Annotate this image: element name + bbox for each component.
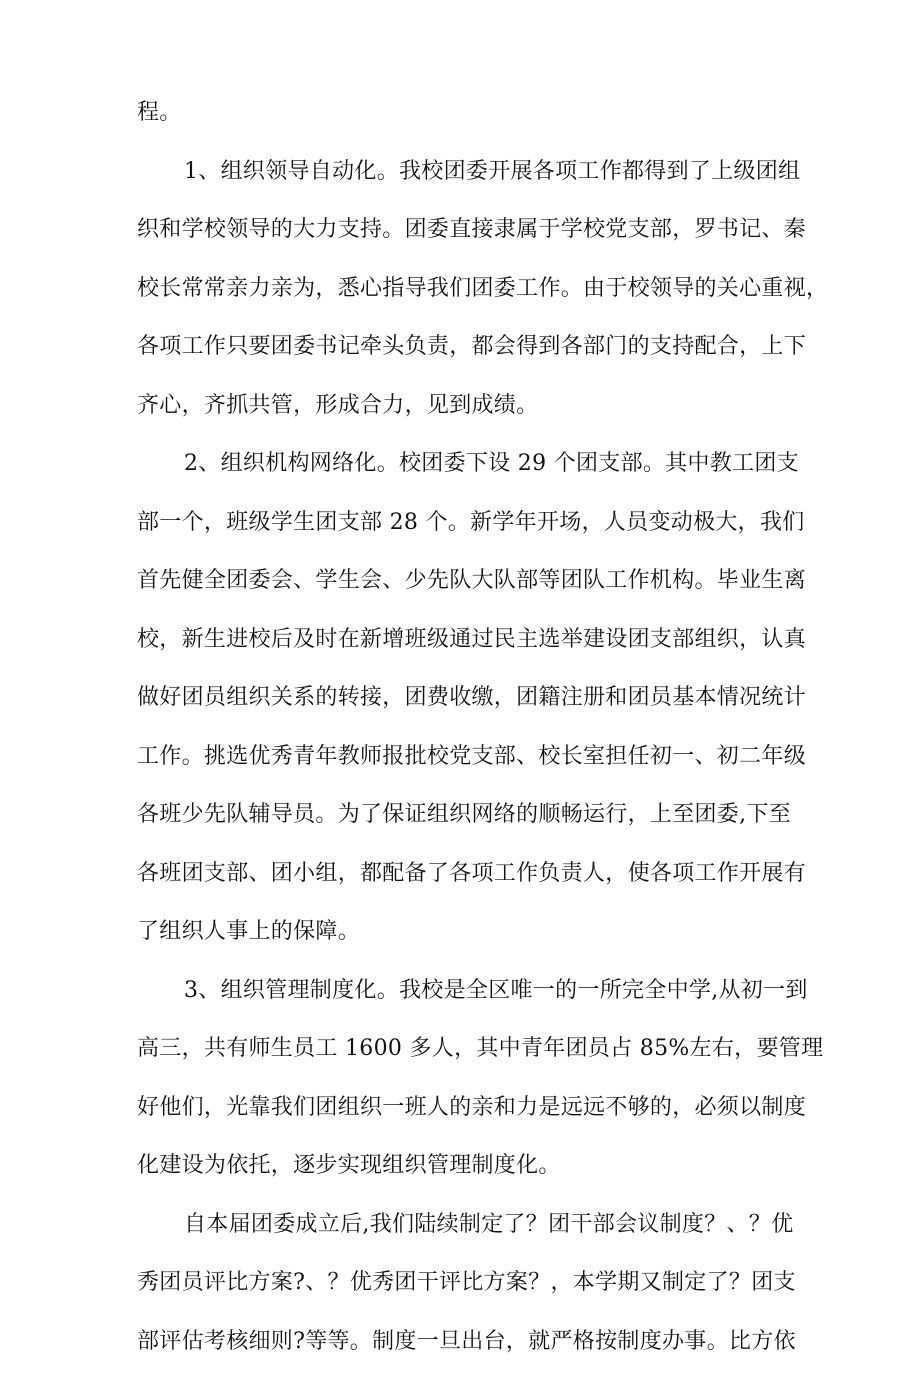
- text-line: 程。: [137, 94, 787, 153]
- text-line: 秀团员评比方案?、？优秀团干评比方案？，本学期又制定了？团支: [137, 1264, 787, 1323]
- text-line: 1、组织领导自动化。我校团委开展各项工作都得到了上级团组: [137, 153, 787, 212]
- text-line: 高三，共有师生员工 1600 多人，其中青年团员占 85%左右，要管理: [137, 1030, 787, 1089]
- paragraph-regulations: [137, 1206, 787, 1381]
- text-line: 做好团员组织关系的转接，团费收缴，团籍注册和团员基本情况统计: [137, 679, 787, 738]
- text-line: 部一个，班级学生团支部 28 个。新学年开场，人员变动极大，我们: [137, 504, 787, 563]
- document-body: [137, 94, 787, 1381]
- text-line: 各班团支部、团小组，都配备了各项工作负责人，使各项工作开展有: [137, 855, 787, 914]
- text-line: 校，新生进校后及时在新增班级通过民主选举建设团支部组织，认真: [137, 621, 787, 680]
- text-line: 2、组织机构网络化。校团委下设 29 个团支部。其中教工团支: [137, 445, 787, 504]
- paragraph-management-system: [137, 972, 787, 1206]
- text-line: 了组织人事上的保障。: [137, 913, 787, 972]
- text-line: 校长常常亲力亲为，悉心指导我们团委工作。由于校领导的关心重视，: [137, 270, 787, 329]
- text-line: 各项工作只要团委书记牵头负责，都会得到各部门的支持配合，上下: [137, 328, 787, 387]
- text-line: 各班少先队辅导员。为了保证组织网络的顺畅运行，上至团委,下至: [137, 796, 787, 855]
- text-line: 织和学校领导的大力支持。团委直接隶属于学校党支部，罗书记、秦: [137, 211, 787, 270]
- text-line: 工作。挑选优秀青年教师报批校党支部、校长室担任初一、初二年级: [137, 738, 787, 797]
- paragraph-structure-network: [137, 445, 787, 972]
- text-line: 首先健全团委会、学生会、少先队大队部等团队工作机构。毕业生离: [137, 562, 787, 621]
- paragraph-continuation: [137, 94, 787, 153]
- text-line: 部评估考核细则?等等。制度一旦出台，就严格按制度办事。比方依: [137, 1323, 787, 1381]
- text-line: 3、组织管理制度化。我校是全区唯一的一所完全中学,从初一到: [137, 972, 787, 1031]
- text-line: 齐心，齐抓共管，形成合力，见到成绩。: [137, 387, 787, 446]
- text-line: 化建设为依托，逐步实现组织管理制度化。: [137, 1147, 787, 1206]
- paragraph-leadership-automation: [137, 153, 787, 446]
- text-line: 自本届团委成立后,我们陆续制定了？团干部会议制度？、？优: [137, 1206, 787, 1265]
- text-line: 好他们，光靠我们团组织一班人的亲和力是远远不够的，必须以制度: [137, 1089, 787, 1148]
